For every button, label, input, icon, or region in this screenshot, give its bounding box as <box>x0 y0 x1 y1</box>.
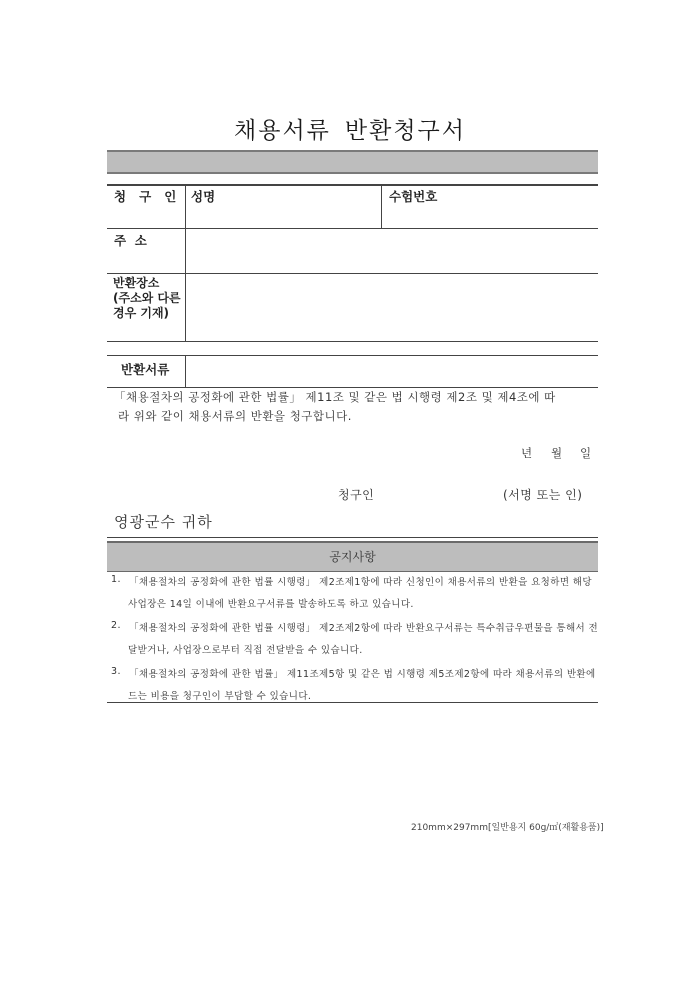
signature-hint: (서명 또는 인) <box>503 488 583 502</box>
return-place-label <box>113 276 181 321</box>
notice-item-3-line1: 「채용절차의 공정화에 관한 법률」 제11조제5항 및 같은 법 시행령 제5조제2항에 따라 채용서류의 반환에 <box>129 669 596 680</box>
return-place-label-line1: 반환장소 <box>113 276 160 290</box>
notice-header: 공지사항 <box>107 541 598 572</box>
notice-item-3-number: 3. <box>111 666 121 677</box>
row-divider <box>107 341 598 342</box>
exam-number-label: 수험번호 <box>389 189 438 204</box>
date-month-label: 월 <box>551 446 563 460</box>
notice-item-3-line2: 드는 비용을 청구인이 부담할 수 있습니다. <box>128 691 312 702</box>
title-part2: 반환청구서 <box>344 118 466 144</box>
page-title <box>0 112 700 145</box>
return-documents-label: 반환서류 <box>121 362 170 377</box>
notice-top-border <box>107 537 598 538</box>
statement-line2: 라 위와 같이 채용서류의 반환을 청구합니다. <box>118 409 352 423</box>
notice-item-1-line1: 「채용절차의 공정화에 관한 법률 시행령」 제2조제1항에 따라 신청인이 채용서류의 반환을 요청하면 해당 <box>129 577 592 588</box>
date-day-label: 일 <box>580 446 592 460</box>
title-part1: 채용서류 <box>234 118 331 144</box>
notice-item-2-number: 2. <box>111 620 121 631</box>
signature-label: 청구인 <box>338 488 375 502</box>
statement-line1: 「채용절차의 공정화에 관한 법률」 제11조 및 같은 법 시행령 제2조 및 제4조에 따 <box>114 390 556 404</box>
paper-spec: 210mm×297mm[일반용지 60g/㎡(재활용품)] <box>411 823 604 833</box>
claimant-label: 청 구 인 <box>114 189 177 204</box>
return-documents-field[interactable] <box>186 356 597 386</box>
notice-bottom-border <box>107 702 598 703</box>
address-label: 주 소 <box>114 233 147 248</box>
notice-item-2-line1: 「채용절차의 공정화에 관한 법률 시행령」 제2조제2항에 따라 반환요구서류는 특수취급우편물을 통해서 전 <box>129 623 599 634</box>
exam-number-field[interactable] <box>382 203 597 227</box>
name-label: 성명 <box>191 189 216 204</box>
name-field[interactable] <box>186 203 380 227</box>
notice-item-1-line2: 사업장은 14일 이내에 반환요구서류를 발송하도록 하고 있습니다. <box>128 599 414 610</box>
header-gray-bar <box>107 150 598 174</box>
recipient: 영광군수 귀하 <box>114 513 213 531</box>
address-field[interactable] <box>186 229 597 272</box>
return-place-field[interactable] <box>186 274 597 340</box>
return-place-label-line3: 경우 기재) <box>113 306 170 320</box>
row-divider <box>107 387 598 388</box>
notice-item-2-line2: 달받거나, 사업장으로부터 직접 전달받을 수 있습니다. <box>128 645 363 656</box>
return-place-label-line2: (주소와 다른 <box>113 291 181 305</box>
notice-item-1-number: 1. <box>111 574 121 585</box>
table-top-border <box>107 184 598 186</box>
date-year-label: 년 <box>521 446 533 460</box>
